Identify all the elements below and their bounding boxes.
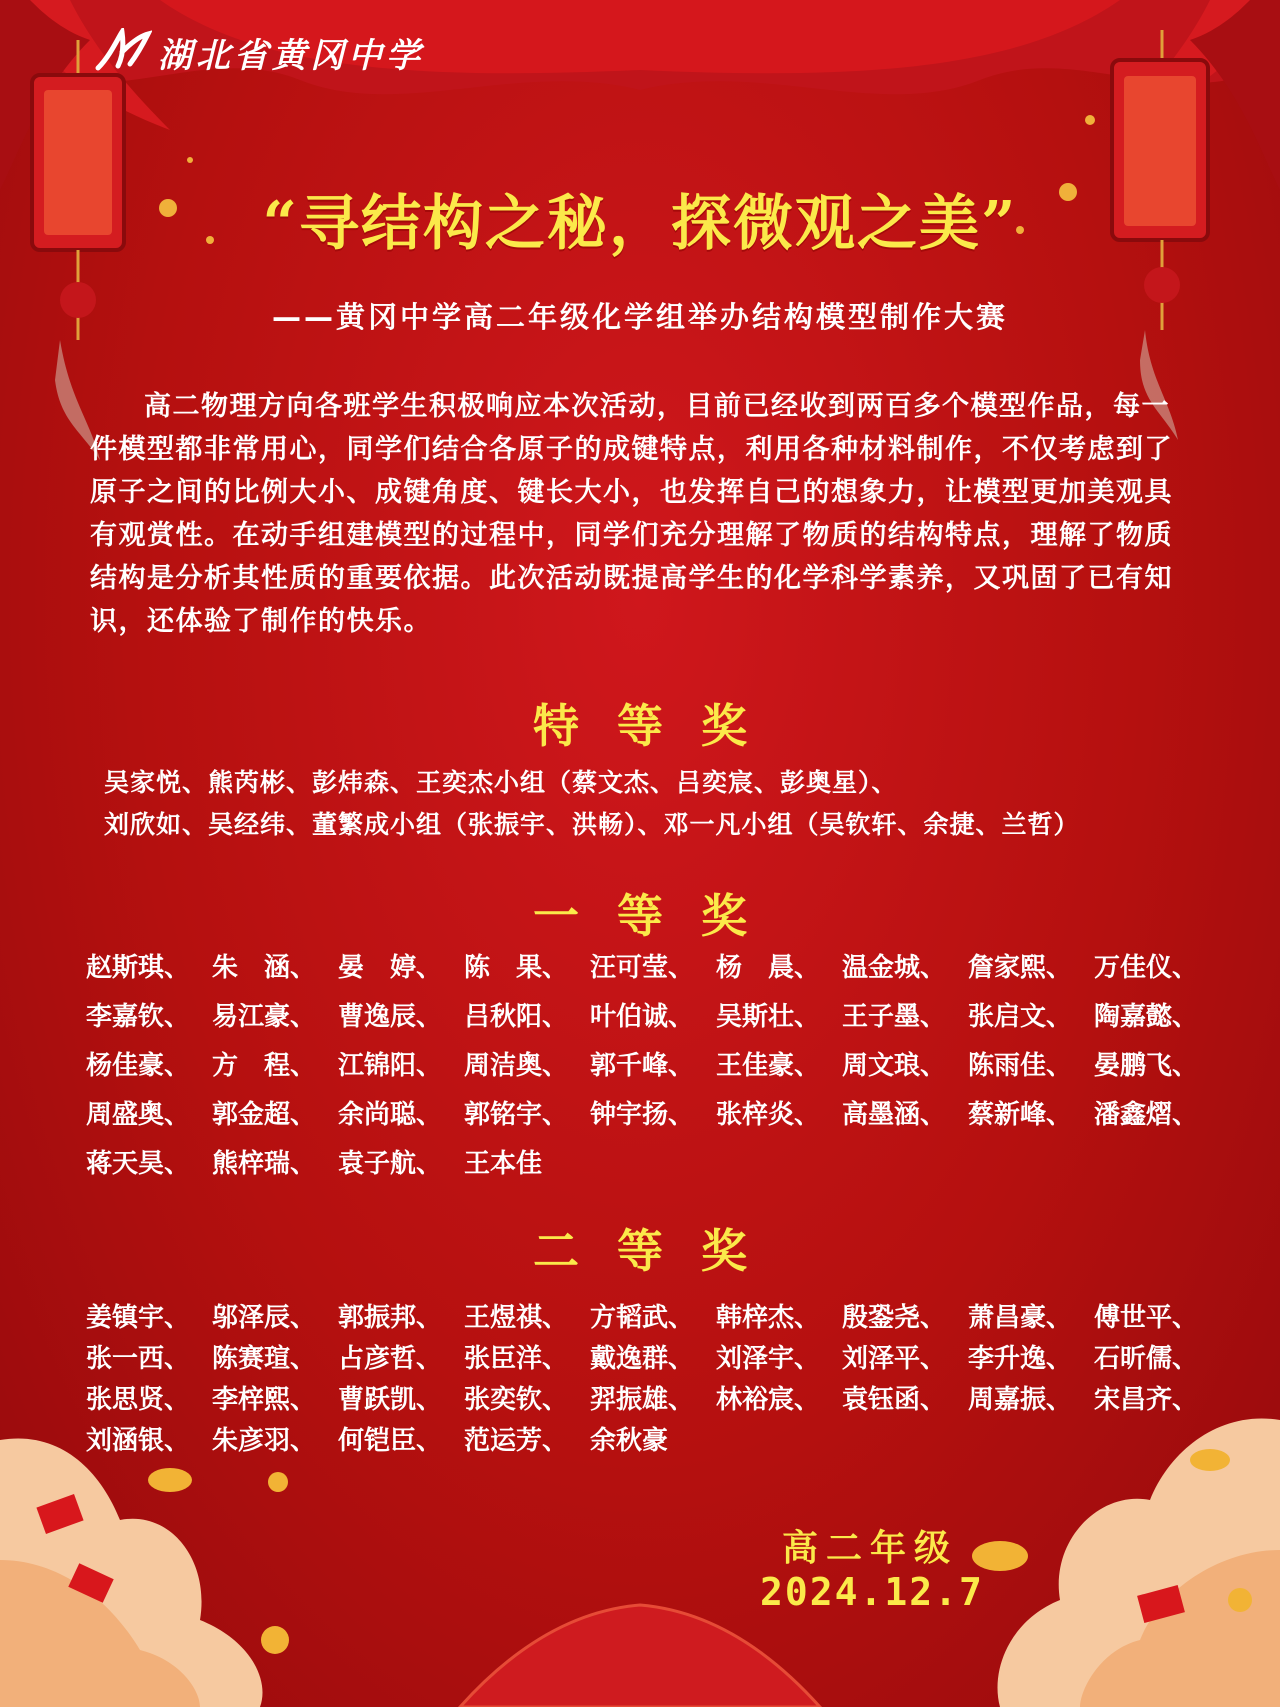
award-name: 王本佳 (464, 1149, 543, 1179)
award-name: 张一西、 (86, 1344, 191, 1374)
award-name: 江锦阳、 (338, 1051, 443, 1081)
award-name: 朱 涵、 (212, 953, 317, 983)
page-title: “寻结构之秘，探微观之美” (262, 189, 1018, 259)
award-name: 吴斯壮、 (716, 1002, 821, 1032)
award-name: 蔡新峰、 (968, 1100, 1073, 1130)
first-award-title: 一等奖 (533, 889, 785, 943)
award-name: 何铠臣、 (338, 1426, 443, 1456)
school-logo-icon (92, 28, 152, 74)
award-name: 陈 果、 (464, 953, 569, 983)
award-name: 傅世平、 (1094, 1303, 1199, 1333)
award-name: 戴逸群、 (590, 1344, 695, 1374)
special-award-title: 特等奖 (533, 699, 785, 753)
award-name: 王佳豪、 (716, 1051, 821, 1081)
award-name: 高墨涵、 (842, 1100, 947, 1130)
award-name: 王子墨、 (842, 1002, 947, 1032)
award-name: 张梓炎、 (716, 1100, 821, 1130)
award-name: 周洁奥、 (464, 1051, 569, 1081)
first-award-names (86, 947, 1226, 1192)
footer-grade: 高二年级 (781, 1528, 958, 1569)
award-name: 宋昌齐、 (1094, 1385, 1199, 1415)
award-name: 杨佳豪、 (86, 1051, 191, 1081)
award-name: 叶伯诚、 (590, 1002, 695, 1032)
award-name: 蒋天昊、 (86, 1149, 191, 1179)
award-name: 方韬武、 (590, 1303, 695, 1333)
award-name: 邬泽辰、 (212, 1303, 317, 1333)
award-name: 詹家熙、 (968, 953, 1073, 983)
bottom-fan (460, 1605, 820, 1707)
award-name: 张奕钦、 (464, 1385, 569, 1415)
award-name: 余尚聪、 (338, 1100, 443, 1130)
award-name: 周盛奥、 (86, 1100, 191, 1130)
award-name: 刘泽平、 (842, 1344, 947, 1374)
special-award-list (104, 762, 1224, 846)
award-name: 曹逸辰、 (338, 1002, 443, 1032)
second-award-names (86, 1297, 1226, 1461)
award-name: 方 程、 (212, 1051, 317, 1081)
award-name: 李升逸、 (968, 1344, 1073, 1374)
award-name: 温金城、 (842, 953, 947, 983)
award-name: 姜镇宇、 (86, 1303, 191, 1333)
award-name: 张启文、 (968, 1002, 1073, 1032)
award-name: 郭金超、 (212, 1100, 317, 1130)
award-name: 汪可莹、 (590, 953, 695, 983)
award-name: 张臣洋、 (464, 1344, 569, 1374)
special-award-line: 吴家悦、熊芮彬、彭炜森、王奕杰小组（蔡文杰、吕奕宸、彭奥星）、 (104, 768, 898, 797)
footer-date: 2024.12.7 (760, 1570, 984, 1614)
award-name: 曹跃凯、 (338, 1385, 443, 1415)
award-name: 余秋豪 (590, 1426, 669, 1456)
second-award-title: 二等奖 (533, 1224, 785, 1278)
award-name: 羿振雄、 (590, 1385, 695, 1415)
award-name: 张思贤、 (86, 1385, 191, 1415)
award-name: 郭千峰、 (590, 1051, 695, 1081)
award-name: 杨 晨、 (716, 953, 821, 983)
award-name: 萧昌豪、 (968, 1303, 1073, 1333)
award-name: 陈雨佳、 (968, 1051, 1073, 1081)
school-name: 湖北省黄冈中学 (158, 36, 424, 76)
award-name: 易江豪、 (212, 1002, 317, 1032)
award-name: 李梓熙、 (212, 1385, 317, 1415)
award-name: 殷銎尧、 (842, 1303, 947, 1333)
award-name: 韩梓杰、 (716, 1303, 821, 1333)
award-name: 晏 婷、 (338, 953, 443, 983)
award-name: 李嘉钦、 (86, 1002, 191, 1032)
award-name: 范运芳、 (464, 1426, 569, 1456)
award-name: 钟宇扬、 (590, 1100, 695, 1130)
award-name: 郭振邦、 (338, 1303, 443, 1333)
award-name: 晏鹏飞、 (1094, 1051, 1199, 1081)
page-subtitle: ——黄冈中学高二年级化学组举办结构模型制作大赛 (271, 300, 1008, 334)
award-name: 赵斯琪、 (86, 953, 191, 983)
award-name: 占彦哲、 (338, 1344, 443, 1374)
award-name: 林裕宸、 (716, 1385, 821, 1415)
award-name: 熊梓瑞、 (212, 1149, 317, 1179)
intro-paragraph: 高二物理方向各班学生积极响应本次活动，目前已经收到两百多个模型作品，每一件模型都非常用心，同学们结合各原子的成键特点，利用各种材料制作，不仅考虑到了原子之间的比例大小、成键角度、键长大小，也发挥自己的想象力，让模型更加美观具有观赏性。在动手组建模型的过程中，同学们充分理解了物质的结构特点，理解了物质结构是分析其性质的重要依据。此次活动既提高学生的化学科学素养，又巩固了已有知识，还体验了制作的快乐。 (90, 391, 1173, 637)
award-name: 袁钰函、 (842, 1385, 947, 1415)
award-name: 周文琅、 (842, 1051, 947, 1081)
award-name: 潘鑫熠、 (1094, 1100, 1199, 1130)
award-name: 周嘉振、 (968, 1385, 1073, 1415)
award-name: 石昕儒、 (1094, 1344, 1199, 1374)
award-name: 刘泽宇、 (716, 1344, 821, 1374)
award-name: 王煜祺、 (464, 1303, 569, 1333)
special-award-line: 刘欣如、吴经纬、董繁成小组（张振宇、洪畅）、邓一凡小组（吴钦轩、余捷、兰哲） (104, 810, 1080, 839)
award-name: 袁子航、 (338, 1149, 443, 1179)
award-name: 刘涵银、 (86, 1426, 191, 1456)
award-name: 吕秋阳、 (464, 1002, 569, 1032)
award-name: 陈赛瑄、 (212, 1344, 317, 1374)
award-name: 万佳仪、 (1094, 953, 1199, 983)
award-name: 郭铭宇、 (464, 1100, 569, 1130)
award-name: 朱彦羽、 (212, 1426, 317, 1456)
award-name: 陶嘉懿、 (1094, 1002, 1199, 1032)
